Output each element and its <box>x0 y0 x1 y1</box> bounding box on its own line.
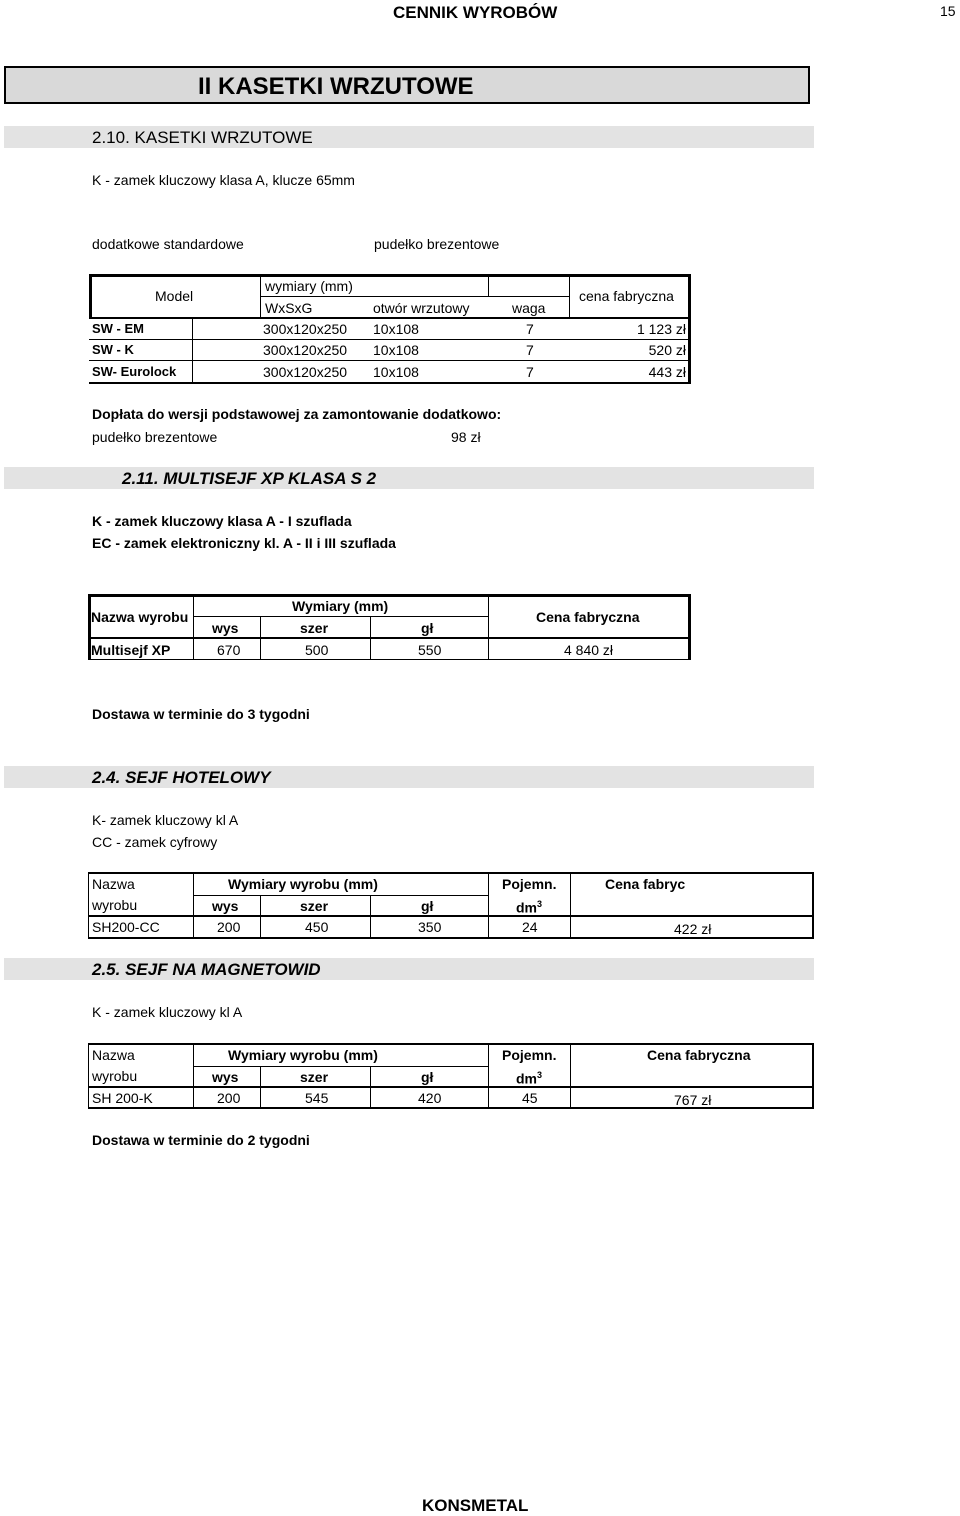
section-2-4-band <box>4 766 814 788</box>
s24-header-dm3: $dm^3$ <box>516 899 543 916</box>
s210-row-1-weight: 7 <box>526 321 534 337</box>
s24-header-name-2: wyrobu <box>92 897 138 913</box>
s210-row-2-dimensions: 300x120x250 <box>263 342 348 358</box>
s24-header-wys: wys <box>212 898 239 914</box>
s211-row-gl: 550 <box>418 642 442 658</box>
s210-row-1-opening: 10x108 <box>373 321 419 337</box>
s211-header-dimensions: Wymiary (mm) <box>292 598 389 614</box>
s210-row-3-dimensions: 300x120x250 <box>263 364 348 380</box>
s210-row-3-opening: 10x108 <box>373 364 419 380</box>
page-header-title: CENNIK WYROBÓW <box>393 3 558 22</box>
s210-header-wxsxg: WxSxG <box>265 300 313 316</box>
s25-header-name-2: wyrobu <box>92 1068 138 1084</box>
s211-header-name: Nazwa wyrobu <box>91 609 189 625</box>
s211-delivery: Dostawa w terminie do 3 tygodni <box>92 706 310 722</box>
page-number: 15 <box>940 3 956 19</box>
section-2-10-band <box>4 126 814 148</box>
s25-header-gl: gł <box>421 1069 434 1085</box>
s24-header-dimensions: Wymiary wyrobu (mm) <box>228 876 378 892</box>
s25-header-dimensions: Wymiary wyrobu (mm) <box>228 1047 378 1063</box>
s210-row-3-weight: 7 <box>526 364 534 380</box>
s210-row-2-weight: 7 <box>526 342 534 358</box>
section-2-4-title: 2.4. SEJF HOTELOWY <box>92 768 271 787</box>
s25-row-szer: 545 <box>305 1090 329 1106</box>
section-2-11-band <box>4 467 814 489</box>
s25-header-dm3: $dm^3$ <box>516 1070 543 1087</box>
section-2-5-band <box>4 958 814 980</box>
s25-row-name: SH 200-K <box>92 1090 153 1106</box>
s210-header-weight: waga <box>512 300 546 316</box>
s211-header-wys: wys <box>212 620 239 636</box>
s211-row-szer: 500 <box>305 642 329 658</box>
s25-header-price: Cena fabryczna <box>647 1047 751 1063</box>
s211-header-gl: gł <box>421 620 434 636</box>
s25-header-wys: wys <box>212 1069 239 1085</box>
s24-row-wys: 200 <box>217 919 241 935</box>
s210-extras-label: dodatkowe standardowe <box>92 236 244 252</box>
s25-row-capacity: 45 <box>522 1090 538 1106</box>
s210-lock-info: K - zamek kluczowy klasa A, klucze 65mm <box>92 172 355 188</box>
s24-row-szer: 450 <box>305 919 329 935</box>
s211-row-wys: 670 <box>217 642 241 658</box>
s24-row-capacity: 24 <box>522 919 538 935</box>
s25-row-price: 767 zł <box>674 1092 712 1108</box>
s211-header-szer: szer <box>300 620 329 636</box>
s24-header-capacity: Pojemn. <box>502 876 557 892</box>
s210-row-3-model: SW- Eurolock <box>92 364 177 379</box>
s25-row-wys: 200 <box>217 1090 241 1106</box>
s210-header-opening: otwór wrzutowy <box>373 300 470 316</box>
s25-header-name-1: Nazwa <box>92 1047 135 1063</box>
s24-row-price: 422 zł <box>674 921 712 937</box>
s210-row-1-dimensions: 300x120x250 <box>263 321 348 337</box>
s210-surcharge-title: Dopłata do wersji podstawowej za zamontowanie dodatkowo: <box>92 406 502 422</box>
s25-header-capacity: Pojemn. <box>502 1047 557 1063</box>
s210-row-2-opening: 10x108 <box>373 342 419 358</box>
section-2-5-title: 2.5. SEJF NA MAGNETOWID <box>92 960 321 979</box>
chapter-title-box <box>4 66 810 104</box>
s210-row-2-model: SW - K <box>92 342 134 357</box>
s210-extras-value: pudełko brezentowe <box>374 236 500 252</box>
s25-line-1: K - zamek kluczowy kl A <box>92 1004 243 1020</box>
s25-row-gl: 420 <box>418 1090 442 1106</box>
s210-surcharge-item: pudełko brezentowe <box>92 429 218 445</box>
s210-surcharge-price: 98 zł <box>451 429 481 445</box>
s24-header-gl: gł <box>421 898 434 914</box>
s210-row-2-price: 520 zł <box>648 342 686 358</box>
footer-company: KONSMETAL <box>422 1496 529 1515</box>
s211-header-price: Cena fabryczna <box>536 609 640 625</box>
s210-header-dimensions: wymiary (mm) <box>265 278 353 294</box>
s210-row-3-price: 443 zł <box>648 364 686 380</box>
s210-row-1-price: 1 123 zł <box>636 321 686 337</box>
s210-header-model: Model <box>155 288 194 304</box>
s211-row-name: Multisejf XP <box>91 642 171 658</box>
s24-header-name-1: Nazwa <box>92 876 135 892</box>
s210-header-price: cena fabryczna <box>579 288 674 304</box>
s25-delivery: Dostawa w terminie do 2 tygodni <box>92 1132 310 1148</box>
s24-line-2: CC - zamek cyfrowy <box>92 834 218 850</box>
s24-line-1: K- zamek kluczowy kl A <box>92 812 239 828</box>
s211-row-price: 4 840 zł <box>564 642 614 658</box>
section-2-11-title: 2.11. MULTISEJF XP KLASA S 2 <box>122 469 377 488</box>
s24-row-gl: 350 <box>418 919 442 935</box>
s211-line-1: K - zamek kluczowy klasa A - I szuflada <box>92 513 352 529</box>
section-2-10-title: 2.10. KASETKI WRZUTOWE <box>92 128 313 147</box>
s25-header-szer: szer <box>300 1069 329 1085</box>
s24-header-price: Cena fabryc <box>605 876 686 892</box>
s210-row-1-model: SW - EM <box>92 321 144 336</box>
s211-line-2: EC - zamek elektroniczny kl. A - II i III szuflada <box>92 535 396 551</box>
s24-header-szer: szer <box>300 898 329 914</box>
s24-row-name: SH200-CC <box>92 919 160 935</box>
chapter-title: II KASETKI WRZUTOWE <box>198 73 474 100</box>
